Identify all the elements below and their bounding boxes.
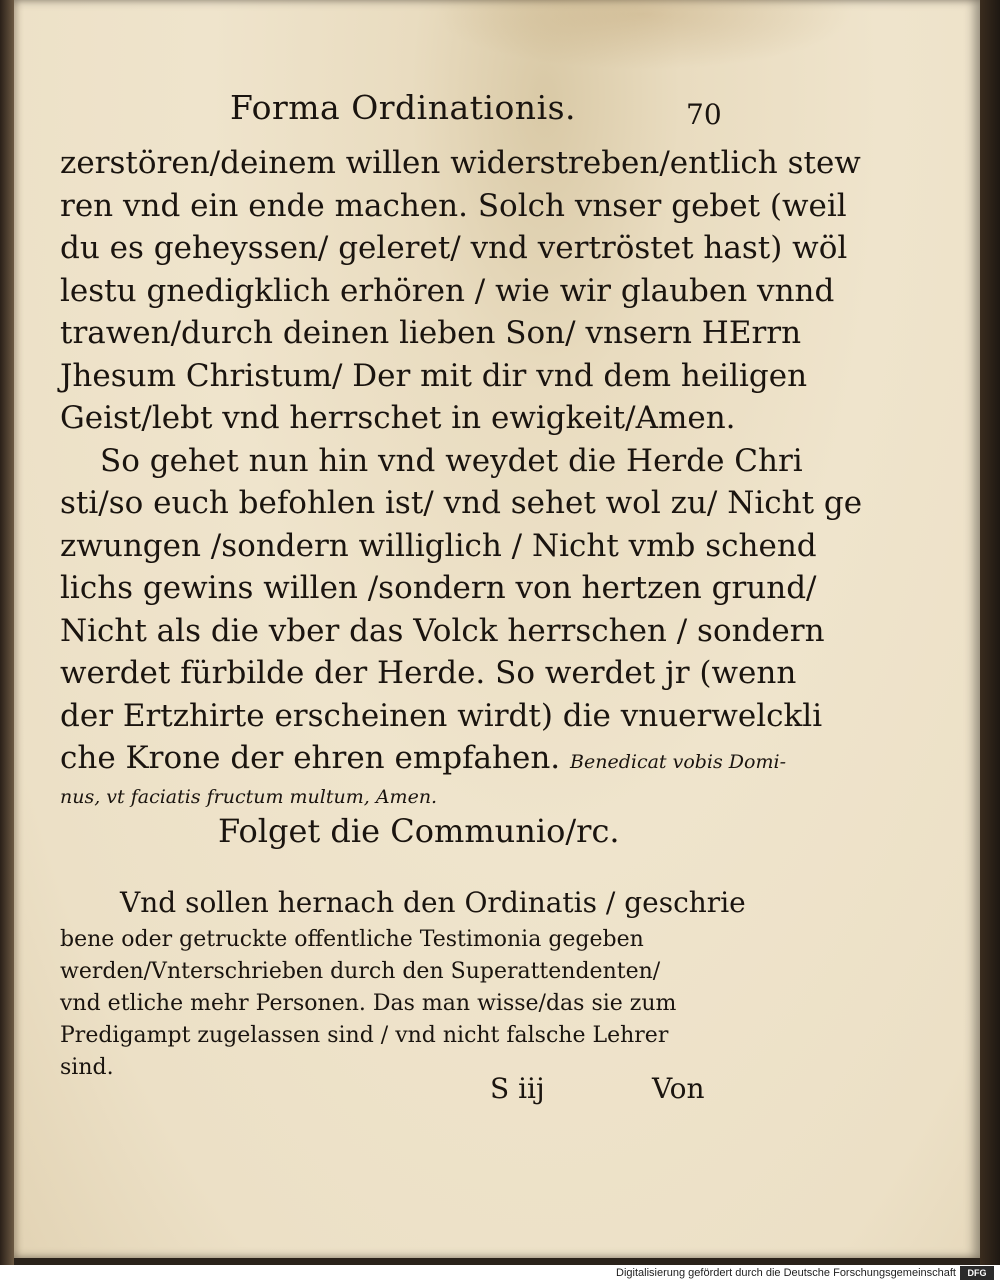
latin-blessing-end: nus, vt faciatis fructum multum, Amen. [60,785,438,808]
text-line: Nicht als die vber das Volck herrschen / sondern [60,612,825,649]
binding-edge [0,0,14,1265]
page-stain [434,0,854,70]
text-line-with-latin [60,737,786,780]
main-text-block [60,142,863,814]
page-edge-shadow [980,0,1000,1265]
funding-credit: Digitalisierung gefördert durch die Deutsche Forschungsgemeinschaft [616,1267,956,1279]
text-line: du es geheyssen/ geleret/ vnd vertröstet hast) wöl [60,230,848,266]
section-heading: Folget die Communio/rc. [218,812,620,850]
text-line: So gehet nun hin vnd weydet die Herde Chri [100,442,803,479]
latin-blessing-start: Benedicat vobis Domi- [570,751,786,773]
running-header: Forma Ordinationis. [230,88,577,127]
text-line: trawen/durch deinen lieben Son/ vnsern HErrn [60,315,802,351]
text-line: vnd etliche mehr Personen. Das man wisse/das sie zum [60,991,677,1016]
text-line: lichs gewins willen /sondern von hertzen grund/ [60,570,817,606]
signature-mark: S iij [490,1072,545,1105]
text-line: bene oder getruckte offentliche Testimonia gegeben [60,927,644,952]
text-line: Geist/lebt vnd herrschet in ewigkeit/Amen. [60,400,736,436]
text-line: zwungen /sondern williglich / Nicht vmb schend [60,527,817,564]
folio-number: 70 [686,98,722,131]
text-line: ren vnd ein ende machen. Solch vnser gebet (weil [60,187,847,224]
text-line: werdet fürbilde der Herde. So werdet jr (wenn [60,655,797,691]
text-line: der Ertzhirte erscheinen wirdt) die vnuerwelckli [60,697,823,734]
text-line: Jhesum Christum/ Der mit dir vnd dem heiligen [60,357,808,394]
text-line: lestu gnedigklich erhören / wie wir glauben vnnd [60,272,835,309]
text-line: werden/Vnterschrieben durch den Superattendenten/ [60,959,661,984]
text-line: sind. [60,1055,114,1080]
text-line: sti/so euch befohlen ist/ vnd sehet wol zu/ Nicht ge [60,485,863,521]
testimonia-paragraph [60,882,746,1084]
text-line: Predigampt zugelassen sind / vnd nicht falsche Lehrer [60,1023,669,1048]
text-line: Vnd sollen hernach den Ordinatis / geschrie [120,886,746,919]
dfg-logo: DFG [960,1266,994,1280]
catchword: Von [652,1072,705,1105]
text-fragment: che Krone der ehren empfahen. [60,740,561,776]
text-line: zerstören/deinem willen widerstreben/entlich stew [60,145,861,181]
